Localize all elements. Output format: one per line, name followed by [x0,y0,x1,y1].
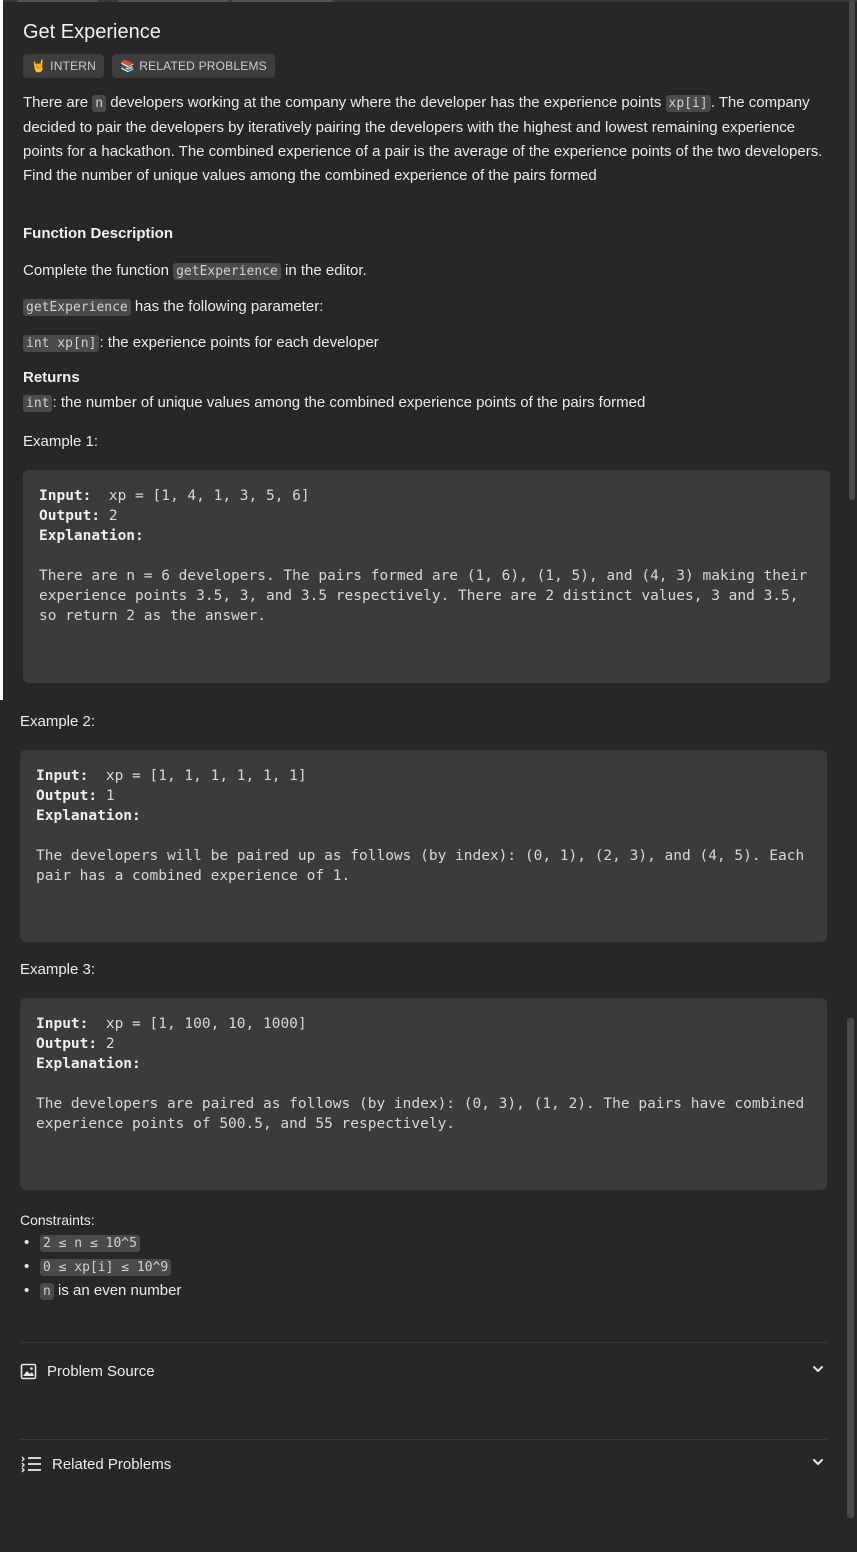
function-description-line1: Complete the function getExperience in the editor. [23,262,367,279]
problem-description: There are n developers working at the company where the developer has the experience points xp[i] . The company decided to pair the developers by iteratively pairing the developers with the highest and lowest remaining experience points for a hackathon. The combined experience of a pair is the average of the experience points of the two developers. Find the number of unique values among the combined experience of the pairs formed [23,94,823,184]
books-icon: 📚 [120,59,136,73]
explanation-label: Explanation: [36,1056,141,1072]
inline-code-param: int xp[n] [23,335,99,352]
list-icon [20,1455,42,1473]
constraint-item [20,1231,181,1255]
input-label: Input: [36,1016,89,1032]
example-1-input: xp = [1, 4, 1, 3, 5, 6] [91,488,310,504]
top-border [0,0,857,2]
inline-code-return: int [23,395,52,412]
constraints-title: Constraints: [20,1212,95,1228]
intern-badge-label: INTERN [50,59,97,73]
scrollbar-thumb-lower[interactable] [847,1018,854,1518]
example-2-input: xp = [1, 1, 1, 1, 1, 1] [88,768,307,784]
example-3-input: xp = [1, 100, 10, 1000] [88,1016,307,1032]
example-2-output: 1 [97,788,115,804]
output-label: Output: [36,1036,98,1052]
constraint-item [20,1255,181,1279]
example-1-output: 2 [100,508,118,524]
related-problems-badge[interactable] [112,54,275,78]
constraints-list [20,1231,181,1303]
input-label: Input: [36,768,89,784]
inline-code-function-2: getExperience [23,299,131,316]
chevron-down-icon[interactable] [811,1362,825,1376]
divider [20,1439,827,1440]
inline-code-n: n [92,95,106,112]
example-3-output: 2 [97,1036,115,1052]
returns-line: int : the number of unique values among the combined experience points of the pairs formed [23,391,830,416]
constraint-code: 2 ≤ n ≤ 10^5 [40,1235,140,1252]
parameter-line: int xp[n] : the experience points for each developer [23,331,830,356]
example-1-box [23,470,830,683]
related-problems-badge-label: RELATED PROBLEMS [139,59,267,73]
constraint-code: 0 ≤ xp[i] ≤ 10^9 [40,1259,171,1276]
related-problems-label: Related Problems [52,1455,172,1473]
related-problems-accordion[interactable] [20,1449,827,1479]
example-3-title: Example 3: [20,961,96,978]
intern-badge[interactable] [23,54,104,78]
returns-heading: Returns [23,369,80,386]
left-edge [0,0,3,700]
inline-code-function: getExperience [173,263,281,280]
constraint-item: • n is an even number [20,1279,181,1303]
constraint-code: n [40,1283,54,1300]
example-2-box [20,750,827,942]
example-1-explanation: There are n = 6 developers. The pairs formed are (1, 6), (1, 5), and (4, 3) making their experience points 3.5, 3, and 3.5 respectively. There are 2 distinct values, 3 and 3.5, so return 2 as the answer. [39,568,816,624]
badge-row [23,54,275,78]
divider [20,1342,827,1343]
rock-hand-icon: 🤘 [31,59,47,73]
image-icon [20,1363,37,1380]
output-label: Output: [36,788,98,804]
example-1-title: Example 1: [23,433,99,450]
example-3-box [20,998,827,1190]
function-description-line2: getExperience has the following parameter: [23,295,830,320]
example-3-explanation: The developers are paired as follows (by index): (0, 3), (1, 2). The pairs have combined experience points of 500.5, and 55 respectively. [36,1096,813,1132]
function-description-heading: Function Description [23,225,173,242]
input-label: Input: [39,488,92,504]
problem-source-label: Problem Source [47,1362,155,1380]
output-label: Output: [39,508,101,524]
chevron-down-icon[interactable] [811,1455,825,1469]
scrollbar-thumb-upper[interactable] [849,0,855,500]
problem-title: Get Experience [23,21,161,43]
example-2-title: Example 2: [20,713,96,730]
explanation-label: Explanation: [39,528,144,544]
problem-source-accordion[interactable] [20,1356,827,1386]
example-2-explanation: The developers will be paired up as follows (by index): (0, 1), (2, 3), and (4, 5). Each pair has a combined experience of 1. [36,848,813,884]
inline-code-xp: xp[i] [666,95,711,112]
explanation-label: Explanation: [36,808,141,824]
